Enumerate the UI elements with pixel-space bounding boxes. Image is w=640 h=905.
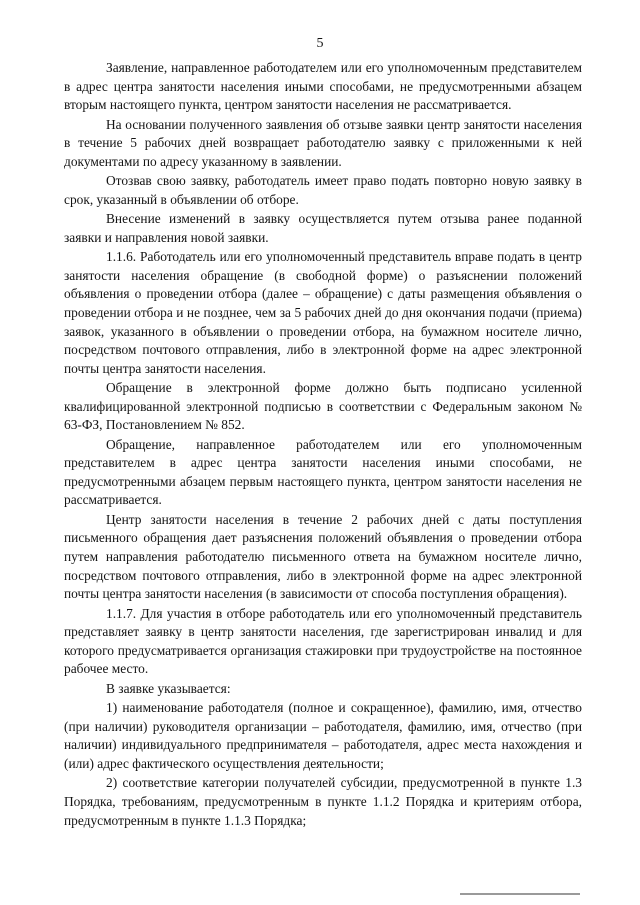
paragraph: Обращение, направленное работодателем или его уполномоченным представителем в адрес центра занятости населения иными способами, не предусмотренными абзацем первым настоящего пункта, центром занятости населения не рассматривается. xyxy=(64,436,582,508)
paragraph: Центр занятости населения в течение 2 рабочих дней с даты поступления письменного обращения дает разъяснения положений объявления о проведении отбора путем направления работодателю письменного ответа на бумажном носителе лично, посредством почтового отправления, либо в электронной форме на адрес электронной почты центра занятости населения (в зависимости от способа поступления обращения). xyxy=(64,511,582,602)
paragraph: Внесение изменений в заявку осуществляется путем отзыва ранее поданной заявки и направления новой заявки. xyxy=(64,211,582,245)
list-item: 1) наименование работодателя (полное и сокращенное), фамилию, имя, отчество (при наличии) руководителя организации – работодателя, фамилию, имя, отчество (при наличии) индивидуального предпринимателя – работодателя, адрес места нахождения и (или) адрес фактического осуществления деятельности; xyxy=(64,700,582,771)
page-number: 5 xyxy=(316,36,324,51)
list-item: 2) соответствие категории получателей субсидии, предусмотренной в пункте 1.3 Порядка, требованиям, предусмотренным в пункте 1.1.2 Порядка и критериям отбора, предусмотренным в пункте 1.1.3 Порядка; xyxy=(64,775,582,828)
paragraph: На основании полученного заявления об отзыве заявки центр занятости населения в течение 5 рабочих дней возвращает работодателю заявку с приложенными к ней документами по адресу указанному в заявлении. xyxy=(64,116,582,169)
paragraph: Обращение в электронной форме должно быть подписано усиленной квалифицированной электронной подписью в соответствии с Федеральным законом № 63-ФЗ, Постановлением № 852. xyxy=(64,380,582,433)
document-body xyxy=(64,59,582,831)
paragraph: 1.1.6. Работодатель или его уполномоченный представитель вправе подать в центр занятости населения обращение (в свободной форме) о разъяснении положений объявления о проведении отбора (далее – обращение) с даты размещения объявления о проведении отбора и не позднее, чем за 5 рабочих дней до дня окончания подачи (приема) заявок, указанного в объявлении о проведении отбора, на бумажном носителе лично, посредством почтового отправления, либо в электронной форме на адрес электронной почты центра занятости населения. xyxy=(64,249,582,376)
paragraph: В заявке указывается: xyxy=(106,680,231,696)
paragraph: Отозвав свою заявку, работодатель имеет право подать повторно новую заявку в срок, указанный в объявлении об отборе. xyxy=(64,173,582,207)
paragraph: Заявление, направленное работодателем или его уполномоченным представителем в адрес центра занятости населения иными способами, не предусмотренными абзацем вторым настоящего пункта, центром занятости населения не рассматривается. xyxy=(64,60,582,113)
paragraph: 1.1.7. Для участия в отборе работодатель или его уполномоченный представитель представляет заявку в центр занятости населения, где зарегистрирован инвалид и для которого предусматривается организация стажировки при трудоустройстве на постоянное рабочее место. xyxy=(64,605,582,677)
scan-edge-mark xyxy=(460,893,580,895)
